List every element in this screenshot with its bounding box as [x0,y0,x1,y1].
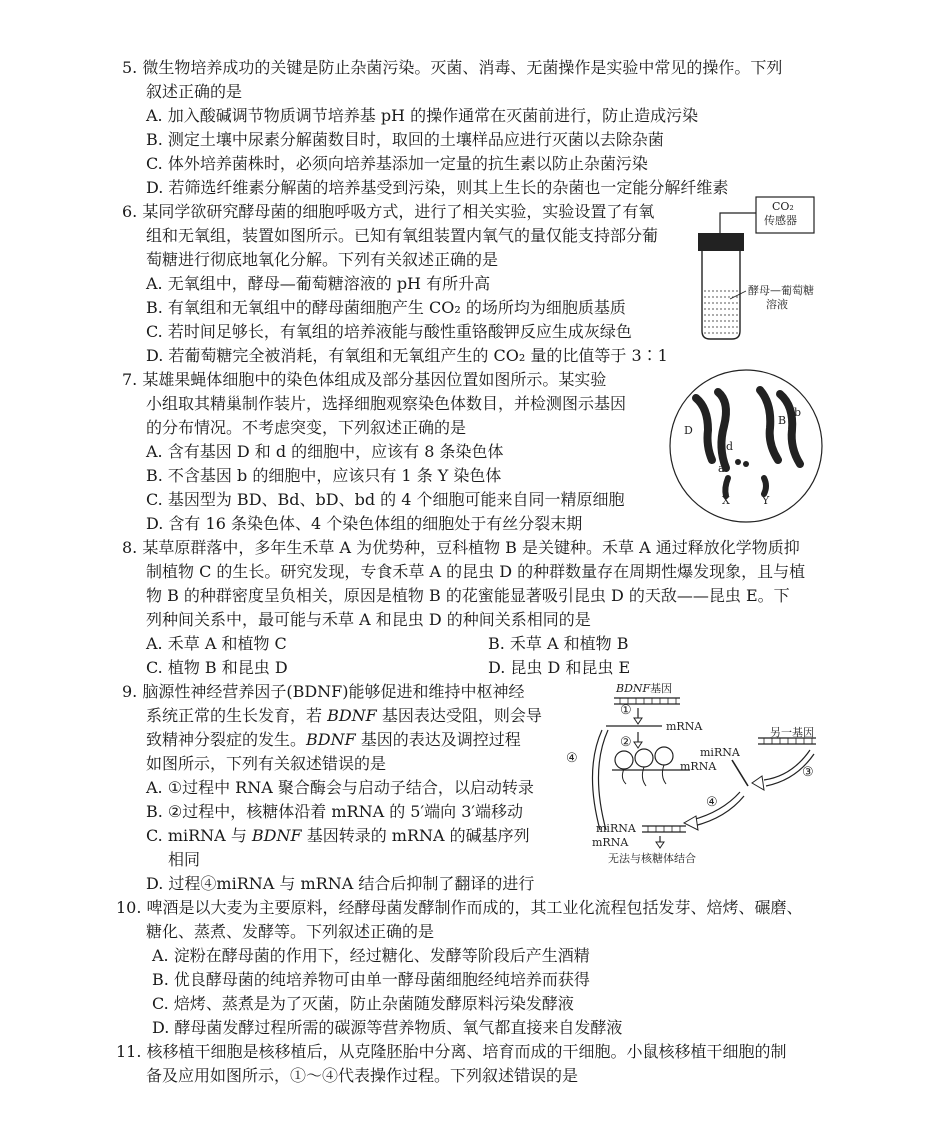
q7-stem-line1: 7. 某雄果蝇体细胞中的染色体组成及部分基因位置如图所示。某实验 [122,370,607,389]
q5-option-a: A. 加入酸碱调节物质调节培养基 pH 的操作通常在灭菌前进行，防止造成污染 [146,106,699,125]
q5-option-d: D. 若筛选纤维素分解菌的培养基受到污染，则其上生长的杂菌也一定能分解纤维素 [146,178,729,197]
q10-stem-line1: 10. 啤酒是以大麦为主要原料，经酵母菌发酵制作而成的，其工业化流程包括发芽、焙烤、碾磨、 [116,898,803,917]
q5-stem-line1: 5. 微生物培养成功的关键是防止杂菌污染。灭菌、消毒、无菌操作是实验中常见的操作。下列 [122,58,783,77]
q11-stem-line2: 备及应用如图所示，①～④代表操作过程。下列叙述错误的是 [146,1066,579,1085]
q6-option-b: B. 有氧组和无氧组中的酵母菌细胞产生 CO₂ 的场所均为细胞质基质 [146,298,626,317]
mrna-mid-label: mRNA [680,760,717,773]
q7-option-a: A. 含有基因 D 和 d 的细胞中，应该有 8 条染色体 [146,442,504,461]
q6-option-d: D. 若葡萄糖完全被消耗，有氧组和无氧组产生的 CO₂ 量的比值等于 3∶1 [146,346,668,365]
no-ribosome-binding-label: 无法与核糖体结合 [608,852,696,865]
q6-option-a: A. 无氧组中，酵母—葡萄糖溶液的 pH 有所升高 [146,274,491,293]
q6-stem-line2: 组和无氧组，装置如图所示。已知有氧组装置内氧气的量仅能支持部分葡 [146,226,659,245]
gene-label-D: D [684,424,693,437]
q7-stem-line3: 的分布情况。不考虑突变，下列叙述正确的是 [146,418,467,437]
q10-stem-line2: 糖化、蒸煮、发酵等。下列叙述正确的是 [146,922,435,941]
gene-label-B: B [778,414,787,427]
q9-option-d: D. 过程④miRNA 与 mRNA 结合后抑制了翻译的进行 [146,874,535,893]
q9-option-c-line2: 相同 [168,850,201,869]
yeast-solution-label-line1: 酵母—葡萄糖 [748,284,814,297]
q10-option-d: D. 酵母菌发酵过程所需的碳源等营养物质、氧气都直接来自发酵液 [152,1018,623,1037]
q9-option-b: B. ②过程中，核糖体沿着 mRNA 的 5′端向 3′端移动 [146,802,524,821]
q9-stem-line4: 如图所示，下列有关叙述错误的是 [146,754,387,773]
q8-stem-line1: 8. 某草原群落中，多年生禾草 A 为优势种，豆科植物 B 是关键种。禾草 A 通过释放化学物质抑 [122,538,800,557]
co2-sensor-label-line1: CO₂ [772,200,794,213]
q7-option-c: C. 基因型为 BD、Bd、bD、bd 的 4 个细胞可能来自同一精原细胞 [146,490,625,509]
q5-option-c: C. 体外培养菌株时，必须向培养基添加一定量的抗生素以防止杂菌污染 [146,154,648,173]
step-3-label: ③ [802,765,814,780]
q8-stem-line3: 物 B 的种群密度呈负相关，原因是植物 B 的花蜜能显著吸引昆虫 D 的天敌——昆虫 E。下 [146,586,790,605]
q10-option-c: C. 焙烤、蒸煮是为了灭菌，防止杂菌随发酵原料污染发酵液 [152,994,574,1013]
step-4-left-label: ④ [566,751,578,766]
q11-stem-line1: 11. 核移植干细胞是核移植后，从克隆胚胎中分离、培育而成的干细胞。小鼠核移植干细胞的制 [116,1042,787,1061]
mirna-mid-label: miRNA [700,746,740,759]
q9-stem-line2: 系统正常的生长发育，若 BDNF 基因表达受阻，则会导 [146,706,542,725]
step-1-label: ① [620,703,632,718]
q8-option-b: B. 禾草 A 和植物 B [488,634,629,653]
q5-option-b: B. 测定土壤中尿素分解菌数目时，取回的土壤样品应进行灭菌以去除杂菌 [146,130,664,149]
mirna-bottom-label: miRNA [596,822,636,835]
chromosome-cell-figure [668,368,824,524]
q8-stem-line4: 列种间关系中，最可能与禾草 A 和昆虫 D 的种间关系相同的是 [146,610,591,629]
q8-option-c: C. 植物 B 和昆虫 D [146,658,288,677]
q8-option-d: D. 昆虫 D 和昆虫 E [488,658,631,677]
q6-stem-line1: 6. 某同学欲研究酵母菌的细胞呼吸方式，进行了相关实验，实验设置了有氧 [122,202,655,221]
q7-stem-line2: 小组取其精巢制作装片，选择细胞观察染色体数目，并检测图示基因 [146,394,627,413]
q7-option-d: D. 含有 16 条染色体、4 个染色体组的细胞处于有丝分裂末期 [146,514,583,533]
chromosome-label-X: X [722,494,730,507]
q9-stem-line3: 致精神分裂症的发生。BDNF 基因的表达及调控过程 [146,730,521,749]
yeast-solution-label-line2: 溶液 [766,298,788,311]
q5-stem-line2: 叙述正确的是 [146,82,243,101]
q9-option-c: C. miRNA 与 BDNF 基因转录的 mRNA 的碱基序列 [146,826,530,845]
q10-option-a: A. 淀粉在酵母菌的作用下，经过糖化、发酵等阶段后产生酒精 [152,946,590,965]
q6-option-c: C. 若时间足够长，有氧组的培养液能与酸性重铬酸钾反应生成灰绿色 [146,322,632,341]
q9-stem-line1: 9. 脑源性神经营养因子(BDNF)能够促进和维持中枢神经 [122,682,525,701]
mrna-bottom-label: mRNA [592,836,629,849]
q7-option-b: B. 不含基因 b 的细胞中，应该只有 1 条 Y 染色体 [146,466,502,485]
q8-option-a: A. 禾草 A 和植物 C [146,634,287,653]
step-4-right-label: ④ [706,795,718,810]
co2-sensor-label-line2: 传感器 [764,214,797,227]
q8-stem-line2: 制植物 C 的生长。研究发现，专食禾草 A 的昆虫 D 的种群数量存在周期性爆发现象，且与植 [146,562,806,581]
q6-stem-line3: 萄糖进行彻底地氧化分解。下列有关叙述正确的是 [146,250,499,269]
mrna-top-label: mRNA [666,720,703,733]
step-2-label: ② [620,735,632,750]
gene-label-b: b [794,406,802,419]
chromosome-label-Y: Y [762,494,770,507]
bdnf-gene-label: BDNF基因 [616,682,673,695]
gene-label-a: a [718,462,725,475]
other-gene-label: 另一基因 [770,726,814,739]
q9-option-a: A. ①过程中 RNA 聚合酶会与启动子结合，以启动转录 [146,778,534,797]
q10-option-b: B. 优良酵母菌的纯培养物可由单一酵母菌细胞经纯培养而获得 [152,970,590,989]
gene-label-d: d [726,440,734,453]
